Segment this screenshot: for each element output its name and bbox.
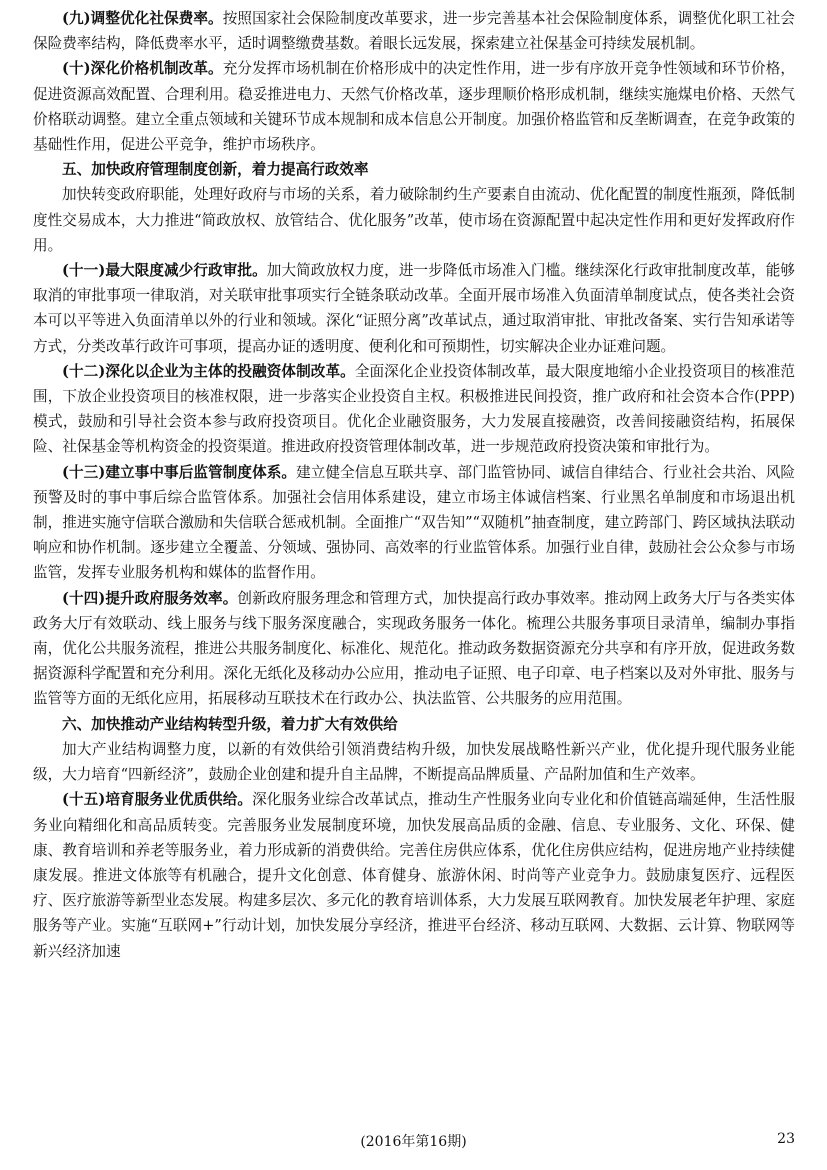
- paragraph-lead: (十二)深化以企业为主体的投融资体制改革。: [62, 362, 355, 380]
- paragraph-lead: (九)调整优化社保费率。: [62, 10, 223, 27]
- paragraph-text: 加快转变政府职能，处理好政府与市场的关系，着力破除制约生产要素自由流动、优化配置的制度性瓶颈，降低制度性交易成本，大力推进“简政放权、放管结合、优化服务”改革，使市场在资源配置中起决定性作用和更好发挥政府作用。: [33, 186, 795, 254]
- paragraph-text: 充分发挥市场机制在价格形成中的决定性作用，进一步有序放开竞争性领域和环节价格，促进资源高效配置、合理利用。稳妥推进电力、天然气价格改革，逐步理顺价格形成机制，继续实施煤电价格、天然气价格联动调整。建立全重点领域和关键环节成本规制和成本信息公开制度。加强价格监管和反垄断调查，在竞争政策的基础性作用，促进公平竞争，维护市场秩序。: [33, 60, 795, 154]
- paragraph-12: [33, 359, 795, 460]
- paragraph-lead: (十五)培育服务业优质供给。: [62, 791, 253, 809]
- section-heading-6: 六、加快推动产业结构转型升级，着力扩大有效供给: [62, 715, 398, 733]
- issue-label: (2016年第16期): [360, 1134, 467, 1150]
- paragraph-section6-intro: [33, 737, 795, 787]
- paragraph-lead: (十三)建立事中事后监管制度体系。: [62, 463, 297, 481]
- paragraph-section5-intro: [33, 182, 795, 258]
- paragraph-lead: (十一)最大限度减少行政审批。: [62, 262, 267, 280]
- paragraph-text: 深化服务业综合改革试点，推动生产性服务业向专业化和价值链高端延伸，生活性服务业向精细化和高品质转变。完善服务业发展制度环境，加快发展高品质的金融、信息、专业服务、文化、环保、健康、教育培训和养老等服务业，着力形成新的消费供给。完善住房供应体系，优化住房供应结构，促进房地产业持续健康发展。推进文体旅等有机融合，提升文化创意、体育健身、旅游休闲、时尚等产业竞争力。鼓励康复医疗、远程医疗、医疗旅游等新型业态发展。构建多层次、多元化的教育培训体系，大力发展互联网教育。加快发展老年护理、家庭服务等产业。实施“互联网+”行动计划，加快发展分享经济，推进平台经济、移动互联网、大数据、云计算、物联网等新兴经济加速: [33, 791, 795, 960]
- paragraph-9: [33, 6, 795, 56]
- paragraph-lead: (十)深化价格机制改革。: [62, 60, 223, 78]
- document-body: [33, 6, 795, 964]
- paragraph-text: 按照国家社会保险制度改革要求，进一步完善基本社会保险制度体系，调整优化职工社会保险费率结构，降低费率水平，适时调整缴费基数。着眼长远发展，探索建立社保基金可持续发展机制。: [33, 10, 795, 53]
- page-number: 23: [777, 1131, 795, 1147]
- paragraph-text: 创新政府服务理念和管理方式，加快提高行政办事效率。推动网上政务大厅与各类实体政务大厅有效联动、线上服务与线下服务深度融合，实现政务服务一体化。梳理公共服务事项目录清单，编制办事指南，优化公共服务流程，推进公共服务制度化、标准化、规范化。推动政务数据资源充分共享和有序开放，促进政务数据资源科学配置和充分利用。深化无纸化及移动办公应用，推动电子证照、电子印章、电子档案以及对外审批、服务与监管等方面的无纸化应用，拓展移动互联技术在行政办公、执法监管、公共服务的应用范围。: [33, 589, 795, 708]
- paragraph-11: [33, 258, 795, 359]
- paragraph-text: 全面深化企业投资体制改革，最大限度地缩小企业投资项目的核准范围，下放企业投资项目的核准权限，进一步落实企业投资自主权。积极推进民间投资，推广政府和社会资本合作(PPP)模式，鼓励和引导社会资本参与政府投资项目。优化企业融资服务，大力发展直接融资，改善间接融资结构，拓展保险、社保基金等机构资金的投资渠道。推进政府投资管理体制改革，进一步规范政府投资决策和审批行为。: [33, 362, 795, 456]
- page-footer: [0, 1131, 827, 1155]
- paragraph-text: 建立健全信息互联共享、部门监管协同、诚信自律结合、行业社会共治、风险预警及时的事中事后综合监管体系。加强社会信用体系建设，建立市场主体诚信档案、行业黑名单制度和市场退出机制，推进实施守信联合激励和失信联合惩戒机制。全面推广“双告知”“双随机”抽查制度，建立跨部门、跨区域执法联动响应和协作机制。逐步建立全覆盖、分领域、强协同、高效率的行业监管体系。加强行业自律，鼓励社会公众参与市场监管，发挥专业服务机构和媒体的监督作用。: [33, 463, 795, 582]
- paragraph-13: [33, 460, 795, 586]
- paragraph-text: 加大简政放权力度，进一步降低市场准入门槛。继续深化行政审批制度改革，能够取消的审批事项一律取消，对关联审批事项实行全链条联动改革。全面开展市场准入负面清单制度试点，使各类社会资本可以平等进入负面清单以外的行业和领域。深化“证照分离”改革试点，通过取消审批、审批改备案、实行告知承诺等方式，分类改革行政许可事项，提高办证的透明度、便利化和可预期性，切实解决企业办证难问题。: [33, 262, 795, 355]
- paragraph-lead: (十四)提升政府服务效率。: [62, 589, 238, 607]
- paragraph-text: 加大产业结构调整力度，以新的有效供给引领消费结构升级，加快发展战略性新兴产业，优化提升现代服务业能级，大力培育“四新经济”，鼓励企业创建和提升自主品牌，不断提高品牌质量、产品附加值和生产效率。: [33, 740, 795, 784]
- paragraph-14: [33, 586, 795, 712]
- paragraph-15: [33, 787, 795, 963]
- section-heading-5: 五、加快政府管理制度创新，着力提高行政效率: [62, 161, 369, 179]
- paragraph-10: [33, 56, 795, 157]
